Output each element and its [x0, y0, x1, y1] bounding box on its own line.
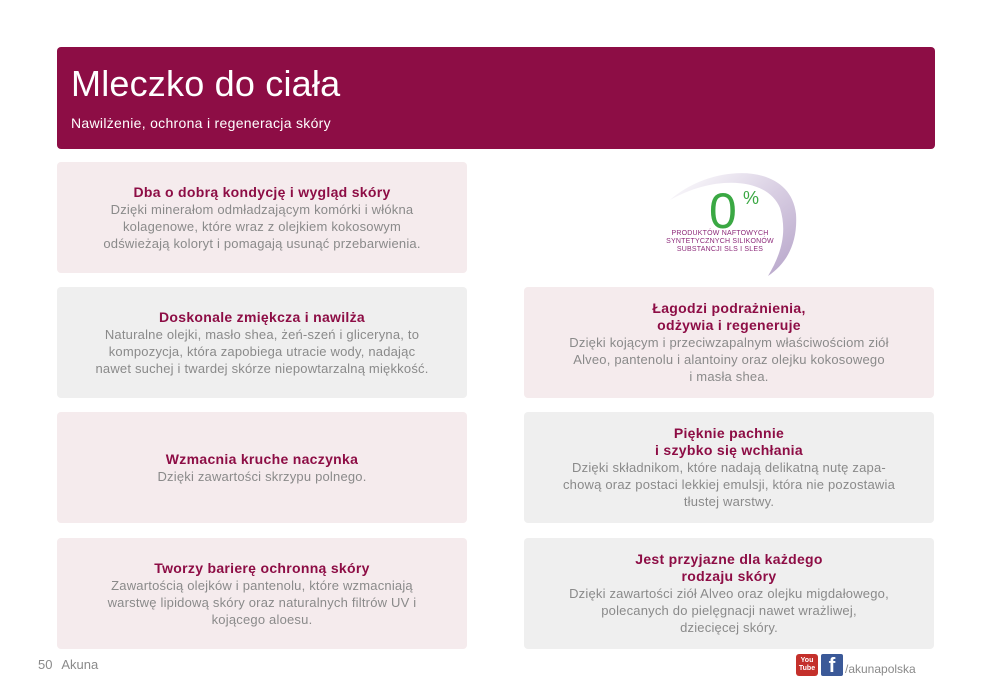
feature-body: Zawartością olejków i pantenolu, które wzmacniają warstwę lipidową skóry oraz naturalnych filtrów UV i kojącego aloesu.: [107, 577, 417, 627]
social-handle[interactable]: /akunapolska: [845, 662, 916, 676]
feature-title: Jest przyjazne dla każdego rodzaju skóry: [635, 551, 823, 584]
youtube-label-top: You: [800, 657, 814, 664]
page-subtitle: Nawilżenie, ochrona i regeneracja skóry: [71, 115, 331, 131]
feature-body: Dzięki kojącym i przeciwzapalnym właściwościom ziół Alveo, pantenolu i alantoiny oraz olejku kokosowego i masła shea.: [569, 335, 889, 384]
feature-body: Dzięki składnikom, które nadają delikatną nutę zapa- chową oraz postaci lekkiej emulsji, która nie pozostawia tłustej warstwy.: [562, 460, 896, 509]
feature-card-barrier: [57, 538, 467, 649]
badge-line: PRODUKTÓW NAFTOWYCH: [671, 230, 769, 237]
feature-card-scent: [524, 412, 934, 523]
youtube-label-bottom: Tube: [798, 665, 816, 672]
badge-line: SUBSTANCJI SLS I SLES: [676, 246, 764, 253]
feature-body: Dzięki zawartości skrzypu polnego.: [157, 468, 367, 484]
feature-card-soothes: [524, 287, 934, 398]
feature-card-condition: [57, 162, 467, 273]
page-title: Mleczko do ciała: [71, 63, 341, 104]
page-number: 50: [38, 657, 53, 672]
feature-title: Pięknie pachnie i szybko się wchłania: [655, 425, 803, 458]
facebook-icon[interactable]: f: [821, 654, 843, 676]
feature-title: Dba o dobrą kondycję i wygląd skóry: [133, 183, 391, 200]
feature-card-all-skin: [524, 538, 934, 649]
badge-value: 0: [709, 183, 737, 239]
badge-line: SYNTETYCZNYCH SILIKONÓW: [666, 238, 774, 245]
badge-text: [640, 230, 800, 254]
feature-title: Tworzy barierę ochronną skóry: [154, 559, 370, 576]
zero-percent-badge: [640, 164, 800, 284]
social-links: [796, 652, 916, 676]
feature-body: Dzięki minerałom odmładzającym komórki i włókna kolagenowe, które wraz z olejkiem kokosowym odświeżają koloryt i pomagają usunąć przebarwienia.: [103, 201, 421, 251]
feature-card-softens: [57, 287, 467, 398]
feature-title: Łagodzi podrażnienia, odżywia i regeneruje: [652, 300, 806, 333]
page-header: [57, 47, 935, 149]
badge-percent: %: [743, 188, 760, 208]
brand-name: Akuna: [61, 657, 99, 672]
feature-title: Doskonale zmiękcza i nawilża: [158, 308, 366, 325]
youtube-icon[interactable]: [796, 654, 818, 676]
feature-title: Wzmacnia kruche naczynka: [165, 450, 359, 467]
page-footer: [38, 657, 98, 672]
feature-card-vessels: [57, 412, 467, 523]
feature-body: Dzięki zawartości ziół Alveo oraz olejku migdałowego, polecanych do pielęgnacji nawet wrażliwej, dziecięcej skóry.: [569, 586, 889, 635]
feature-body: Naturalne olejki, masło shea, żeń-szeń i gliceryna, to kompozycja, która zapobiega utracie wody, nadając nawet suchej i twardej skórze niepowtarzalną miękkość.: [95, 326, 429, 376]
